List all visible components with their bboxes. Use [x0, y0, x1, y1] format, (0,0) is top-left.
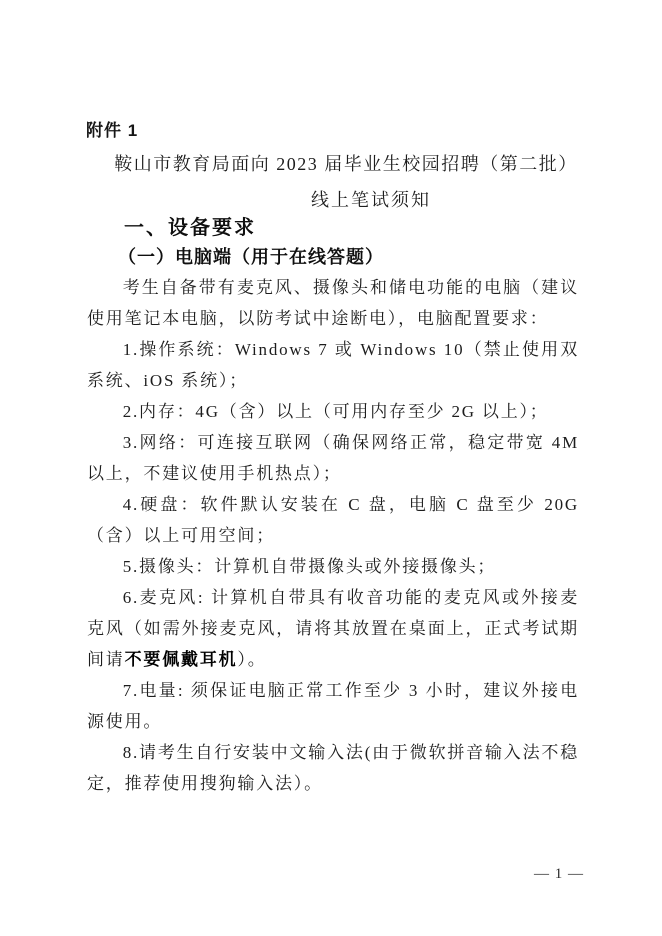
intro-paragraph: 考生自备带有麦克风、摄像头和储电功能的电脑（建议使用笔记本电脑，以防考试中途断电），电脑配置要求： [87, 278, 579, 328]
requirement-item-6-text: 6.麦克风: 计算机自带具有收音功能的麦克风或外接麦克风（如需外接麦克风，请将其放置在桌面上，正式考试期间请 [87, 588, 579, 669]
requirement-item-6-closing: ）。 [237, 650, 267, 669]
attachment-label: 附件 1 [86, 121, 139, 140]
document-subtitle: 线上笔试须知 [311, 190, 431, 210]
requirement-item-6 [87, 582, 579, 675]
requirement-item-1: 1.操作系统：Windows 7 或 Windows 10（禁止使用双系统、iOS 系统）； [87, 340, 579, 390]
requirement-item-7: 7.电量: 须保证电脑正常工作至少 3 小时，建议外接电源使用。 [87, 681, 579, 731]
subsection-heading-computer: （一）电脑端（用于在线答题） [118, 247, 384, 267]
requirement-item-4: 4.硬盘：软件默认安装在 C 盘，电脑 C 盘至少 20G（含）以上可用空间； [87, 495, 579, 545]
requirement-item-5: 5.摄像头：计算机自带摄像头或外接摄像头； [122, 557, 497, 576]
requirement-item-6-emphasis: 不要佩戴耳机 [124, 650, 238, 669]
document-body [87, 272, 579, 799]
page-number: — 1 — [534, 866, 584, 882]
section-heading-device-requirements: 一、设备要求 [124, 217, 256, 239]
document-title: 鞍山市教育局面向 2023 届毕业生校园招聘（第二批） [114, 154, 578, 174]
requirement-item-3: 3.网络：可连接互联网（确保网络正常，稳定带宽 4M 以上，不建议使用手机热点）； [87, 433, 579, 483]
requirement-item-8: 8.请考生自行安装中文输入法(由于微软拼音输入法不稳定，推荐使用搜狗输入法）。 [87, 743, 579, 793]
requirement-item-2: 2.内存：4G（含）以上（可用内存至少 2G 以上）； [122, 402, 549, 421]
